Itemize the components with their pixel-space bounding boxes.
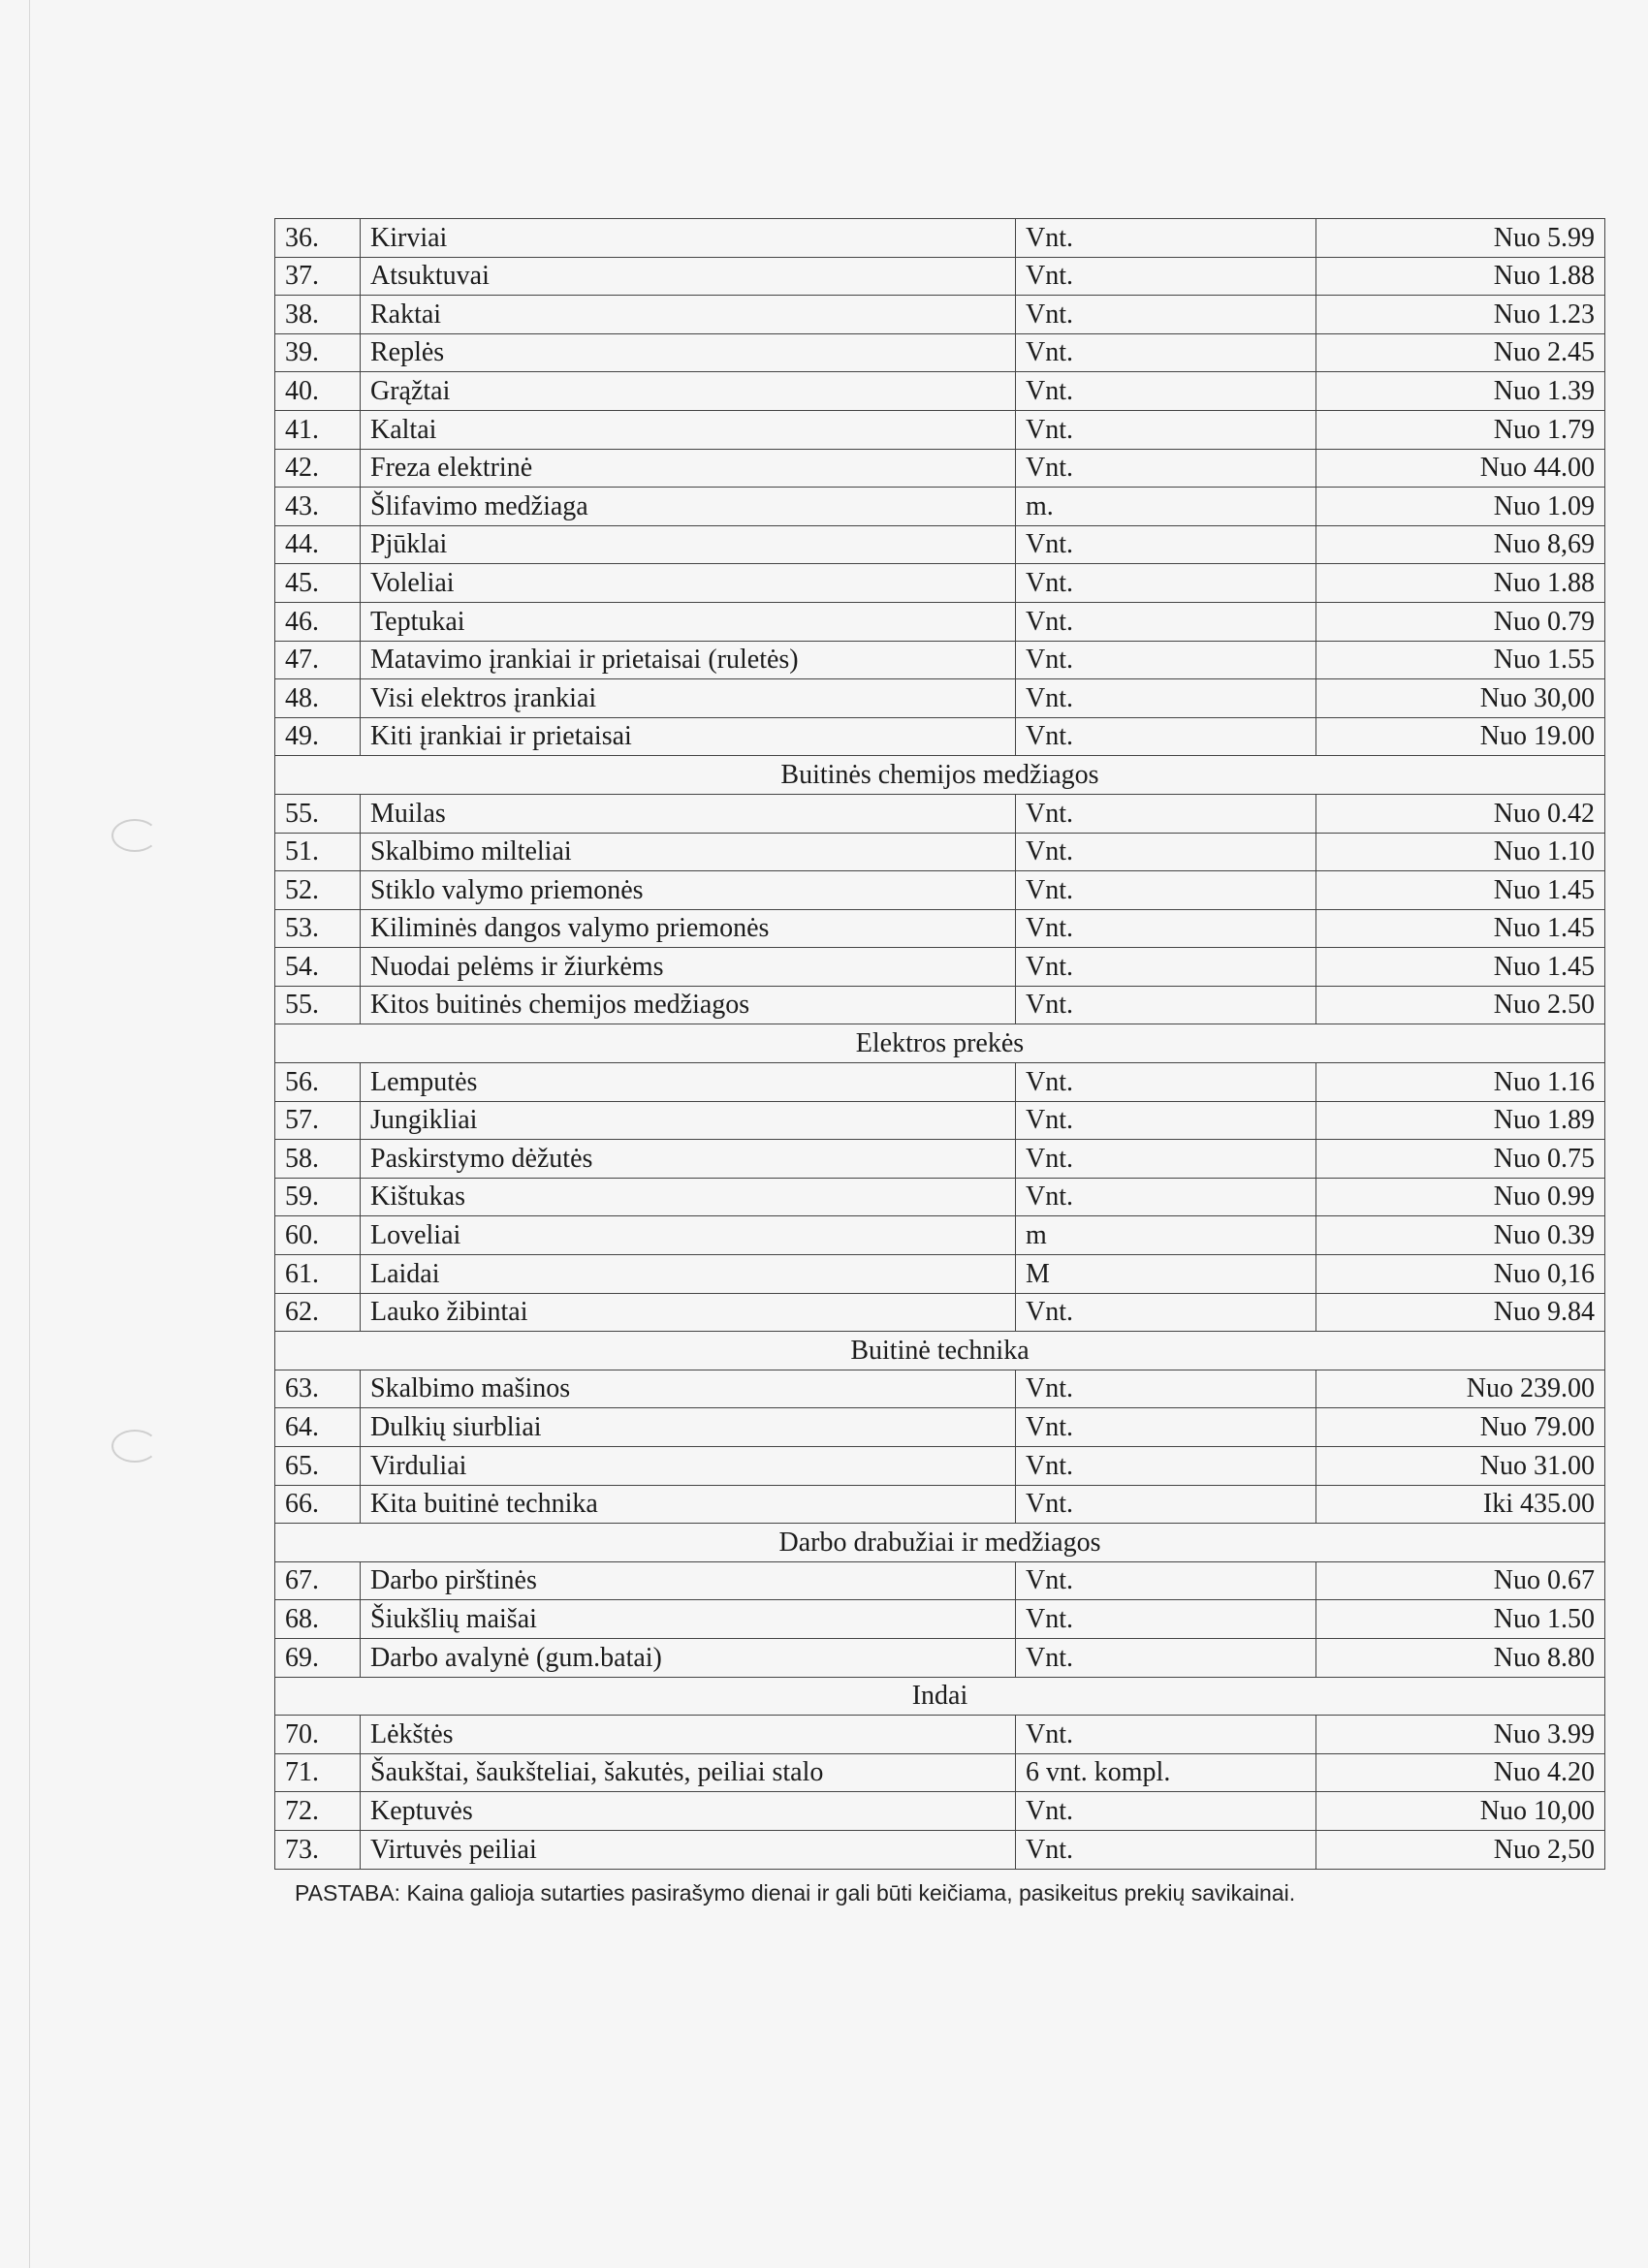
item-unit: Vnt.: [1016, 641, 1316, 679]
item-unit: Vnt.: [1016, 602, 1316, 641]
item-price: Nuo 31.00: [1316, 1447, 1605, 1486]
item-price: Nuo 1.89: [1316, 1101, 1605, 1140]
table-row: [275, 1447, 1605, 1486]
table-row: [275, 1792, 1605, 1831]
item-unit: 6 vnt. kompl.: [1016, 1753, 1316, 1792]
item-unit: Vnt.: [1016, 948, 1316, 987]
item-price: Nuo 5.99: [1316, 219, 1605, 258]
item-unit: Vnt.: [1016, 909, 1316, 948]
section-header-row: [275, 1332, 1605, 1370]
item-price: Nuo 8,69: [1316, 525, 1605, 564]
item-number: 59.: [275, 1178, 361, 1216]
table-row: [275, 410, 1605, 449]
item-name: Replės: [361, 333, 1016, 372]
item-number: 43.: [275, 488, 361, 526]
item-price: Nuo 1.23: [1316, 296, 1605, 334]
item-number: 45.: [275, 564, 361, 603]
item-name: Nuodai pelėms ir žiurkėms: [361, 948, 1016, 987]
table-row: [275, 449, 1605, 488]
item-name: Lemputės: [361, 1063, 1016, 1102]
item-price: Nuo 0.42: [1316, 794, 1605, 833]
item-unit: Vnt.: [1016, 257, 1316, 296]
table-row: [275, 564, 1605, 603]
section-title: Darbo drabužiai ir medžiagos: [275, 1524, 1605, 1562]
item-number: 71.: [275, 1753, 361, 1792]
item-unit: Vnt.: [1016, 717, 1316, 756]
table-row: [275, 1753, 1605, 1792]
table-row: [275, 1830, 1605, 1869]
table-row: [275, 679, 1605, 718]
item-price: Nuo 1.88: [1316, 257, 1605, 296]
item-name: Atsuktuvai: [361, 257, 1016, 296]
section-header-row: [275, 756, 1605, 795]
section-title: Elektros prekės: [275, 1024, 1605, 1063]
punch-hole: [111, 1430, 158, 1463]
table-row: [275, 833, 1605, 871]
item-price: Nuo 1.45: [1316, 909, 1605, 948]
item-name: Kiliminės dangos valymo priemonės: [361, 909, 1016, 948]
item-unit: Vnt.: [1016, 1638, 1316, 1677]
item-number: 36.: [275, 219, 361, 258]
item-name: Freza elektrinė: [361, 449, 1016, 488]
item-name: Šaukštai, šaukšteliai, šakutės, peiliai stalo: [361, 1753, 1016, 1792]
item-number: 64.: [275, 1408, 361, 1447]
item-number: 65.: [275, 1447, 361, 1486]
item-name: Darbo avalynė (gum.batai): [361, 1638, 1016, 1677]
item-number: 53.: [275, 909, 361, 948]
item-unit: Vnt.: [1016, 1063, 1316, 1102]
item-unit: Vnt.: [1016, 833, 1316, 871]
item-number: 62.: [275, 1293, 361, 1332]
item-price: Nuo 10,00: [1316, 1792, 1605, 1831]
table-row: [275, 1408, 1605, 1447]
item-name: Virtuvės peiliai: [361, 1830, 1016, 1869]
item-unit: Vnt.: [1016, 1140, 1316, 1179]
item-price: Nuo 239.00: [1316, 1370, 1605, 1408]
item-unit: Vnt.: [1016, 333, 1316, 372]
table-row: [275, 1370, 1605, 1408]
item-number: 60.: [275, 1216, 361, 1255]
item-price: Nuo 1.16: [1316, 1063, 1605, 1102]
item-name: Dulkių siurbliai: [361, 1408, 1016, 1447]
item-name: Lėkštės: [361, 1716, 1016, 1754]
price-note: PASTABA: Kaina galioja sutarties pasirašymo dienai ir gali būti keičiama, pasikeitus prekių savikainai.: [295, 1880, 1296, 1906]
item-number: 38.: [275, 296, 361, 334]
item-name: Darbo pirštinės: [361, 1561, 1016, 1600]
item-unit: Vnt.: [1016, 794, 1316, 833]
item-price: Nuo 30,00: [1316, 679, 1605, 718]
table-row: [275, 296, 1605, 334]
price-table: [274, 218, 1605, 1870]
item-name: Kaltai: [361, 410, 1016, 449]
table-row: [275, 1600, 1605, 1639]
price-table-body: [275, 219, 1605, 1870]
section-header-row: [275, 1024, 1605, 1063]
item-number: 57.: [275, 1101, 361, 1140]
item-name: Laidai: [361, 1255, 1016, 1294]
table-row: [275, 871, 1605, 910]
table-row: [275, 717, 1605, 756]
item-unit: Vnt.: [1016, 1561, 1316, 1600]
table-row: [275, 1638, 1605, 1677]
item-number: 68.: [275, 1600, 361, 1639]
item-name: Jungikliai: [361, 1101, 1016, 1140]
punch-hole: [111, 819, 158, 852]
item-unit: Vnt.: [1016, 525, 1316, 564]
item-name: Kiti įrankiai ir prietaisai: [361, 717, 1016, 756]
item-unit: Vnt.: [1016, 1830, 1316, 1869]
item-number: 56.: [275, 1063, 361, 1102]
item-number: 48.: [275, 679, 361, 718]
item-number: 73.: [275, 1830, 361, 1869]
item-number: 66.: [275, 1485, 361, 1524]
item-number: 44.: [275, 525, 361, 564]
item-name: Matavimo įrankiai ir prietaisai (ruletės): [361, 641, 1016, 679]
section-title: Buitinė technika: [275, 1332, 1605, 1370]
item-price: Nuo 3.99: [1316, 1716, 1605, 1754]
item-name: Raktai: [361, 296, 1016, 334]
item-price: Nuo 8.80: [1316, 1638, 1605, 1677]
section-title: Indai: [275, 1677, 1605, 1716]
table-row: [275, 1293, 1605, 1332]
item-price: Nuo 1.50: [1316, 1600, 1605, 1639]
section-header-row: [275, 1677, 1605, 1716]
table-row: [275, 602, 1605, 641]
item-price: Nuo 1.39: [1316, 372, 1605, 411]
table-row: [275, 1255, 1605, 1294]
item-price: Nuo 0.79: [1316, 602, 1605, 641]
item-number: 47.: [275, 641, 361, 679]
item-name: Pjūklai: [361, 525, 1016, 564]
item-price: Nuo 19.00: [1316, 717, 1605, 756]
item-price: Nuo 2.45: [1316, 333, 1605, 372]
section-header-row: [275, 1524, 1605, 1562]
item-name: Šlifavimo medžiaga: [361, 488, 1016, 526]
table-row: [275, 641, 1605, 679]
item-name: Paskirstymo dėžutės: [361, 1140, 1016, 1179]
item-unit: Vnt.: [1016, 372, 1316, 411]
item-name: Lauko žibintai: [361, 1293, 1016, 1332]
item-price: Nuo 0.39: [1316, 1216, 1605, 1255]
item-number: 70.: [275, 1716, 361, 1754]
item-unit: m.: [1016, 488, 1316, 526]
item-name: Keptuvės: [361, 1792, 1016, 1831]
item-price: Nuo 0,16: [1316, 1255, 1605, 1294]
item-name: Muilas: [361, 794, 1016, 833]
item-price: Nuo 4.20: [1316, 1753, 1605, 1792]
table-row: [275, 488, 1605, 526]
item-unit: Vnt.: [1016, 410, 1316, 449]
item-number: 54.: [275, 948, 361, 987]
table-row: [275, 219, 1605, 258]
item-price: Nuo 2.50: [1316, 986, 1605, 1024]
item-number: 49.: [275, 717, 361, 756]
table-row: [275, 257, 1605, 296]
item-name: Teptukai: [361, 602, 1016, 641]
item-unit: Vnt.: [1016, 1101, 1316, 1140]
section-title: Buitinės chemijos medžiagos: [275, 756, 1605, 795]
table-row: [275, 1216, 1605, 1255]
item-name: Skalbimo mašinos: [361, 1370, 1016, 1408]
item-unit: Vnt.: [1016, 1370, 1316, 1408]
item-price: Nuo 1.45: [1316, 871, 1605, 910]
item-name: Loveliai: [361, 1216, 1016, 1255]
item-name: Kita buitinė technika: [361, 1485, 1016, 1524]
table-row: [275, 1561, 1605, 1600]
item-name: Stiklo valymo priemonės: [361, 871, 1016, 910]
item-unit: Vnt.: [1016, 1178, 1316, 1216]
item-price: Nuo 0.75: [1316, 1140, 1605, 1179]
item-price: Nuo 1.79: [1316, 410, 1605, 449]
item-unit: Vnt.: [1016, 1408, 1316, 1447]
table-row: [275, 525, 1605, 564]
item-price: Nuo 2,50: [1316, 1830, 1605, 1869]
table-row: [275, 1101, 1605, 1140]
item-price: Nuo 9.84: [1316, 1293, 1605, 1332]
item-number: 39.: [275, 333, 361, 372]
item-price: Nuo 0.99: [1316, 1178, 1605, 1216]
table-row: [275, 986, 1605, 1024]
item-price: Iki 435.00: [1316, 1485, 1605, 1524]
item-unit: Vnt.: [1016, 871, 1316, 910]
item-number: 58.: [275, 1140, 361, 1179]
table-row: [275, 948, 1605, 987]
item-number: 51.: [275, 833, 361, 871]
item-name: Kištukas: [361, 1178, 1016, 1216]
table-row: [275, 909, 1605, 948]
item-unit: Vnt.: [1016, 1600, 1316, 1639]
item-unit: m: [1016, 1216, 1316, 1255]
item-price: Nuo 0.67: [1316, 1561, 1605, 1600]
item-name: Šiukšlių maišai: [361, 1600, 1016, 1639]
item-number: 67.: [275, 1561, 361, 1600]
table-row: [275, 372, 1605, 411]
item-number: 72.: [275, 1792, 361, 1831]
item-number: 61.: [275, 1255, 361, 1294]
item-number: 37.: [275, 257, 361, 296]
item-name: Grąžtai: [361, 372, 1016, 411]
item-price: Nuo 1.88: [1316, 564, 1605, 603]
item-name: Kitos buitinės chemijos medžiagos: [361, 986, 1016, 1024]
item-unit: Vnt.: [1016, 219, 1316, 258]
item-name: Skalbimo milteliai: [361, 833, 1016, 871]
table-row: [275, 1063, 1605, 1102]
item-name: Virduliai: [361, 1447, 1016, 1486]
item-price: Nuo 1.55: [1316, 641, 1605, 679]
item-price: Nuo 1.10: [1316, 833, 1605, 871]
item-price: Nuo 44.00: [1316, 449, 1605, 488]
table-row: [275, 333, 1605, 372]
item-price: Nuo 1.45: [1316, 948, 1605, 987]
item-unit: Vnt.: [1016, 1293, 1316, 1332]
item-number: 55.: [275, 986, 361, 1024]
item-price: Nuo 1.09: [1316, 488, 1605, 526]
item-name: Visi elektros įrankiai: [361, 679, 1016, 718]
item-unit: Vnt.: [1016, 564, 1316, 603]
item-unit: Vnt.: [1016, 449, 1316, 488]
page-fold-line: [29, 0, 30, 2268]
item-name: Kirviai: [361, 219, 1016, 258]
item-unit: Vnt.: [1016, 1485, 1316, 1524]
table-row: [275, 794, 1605, 833]
item-unit: Vnt.: [1016, 1792, 1316, 1831]
item-number: 42.: [275, 449, 361, 488]
table-row: [275, 1485, 1605, 1524]
item-number: 69.: [275, 1638, 361, 1677]
item-unit: M: [1016, 1255, 1316, 1294]
table-row: [275, 1178, 1605, 1216]
table-row: [275, 1716, 1605, 1754]
item-number: 40.: [275, 372, 361, 411]
item-number: 41.: [275, 410, 361, 449]
table-row: [275, 1140, 1605, 1179]
item-unit: Vnt.: [1016, 1447, 1316, 1486]
item-price: Nuo 79.00: [1316, 1408, 1605, 1447]
item-number: 46.: [275, 602, 361, 641]
item-unit: Vnt.: [1016, 1716, 1316, 1754]
item-number: 52.: [275, 871, 361, 910]
item-number: 55.: [275, 794, 361, 833]
item-unit: Vnt.: [1016, 679, 1316, 718]
item-number: 63.: [275, 1370, 361, 1408]
item-unit: Vnt.: [1016, 986, 1316, 1024]
item-unit: Vnt.: [1016, 296, 1316, 334]
item-name: Voleliai: [361, 564, 1016, 603]
